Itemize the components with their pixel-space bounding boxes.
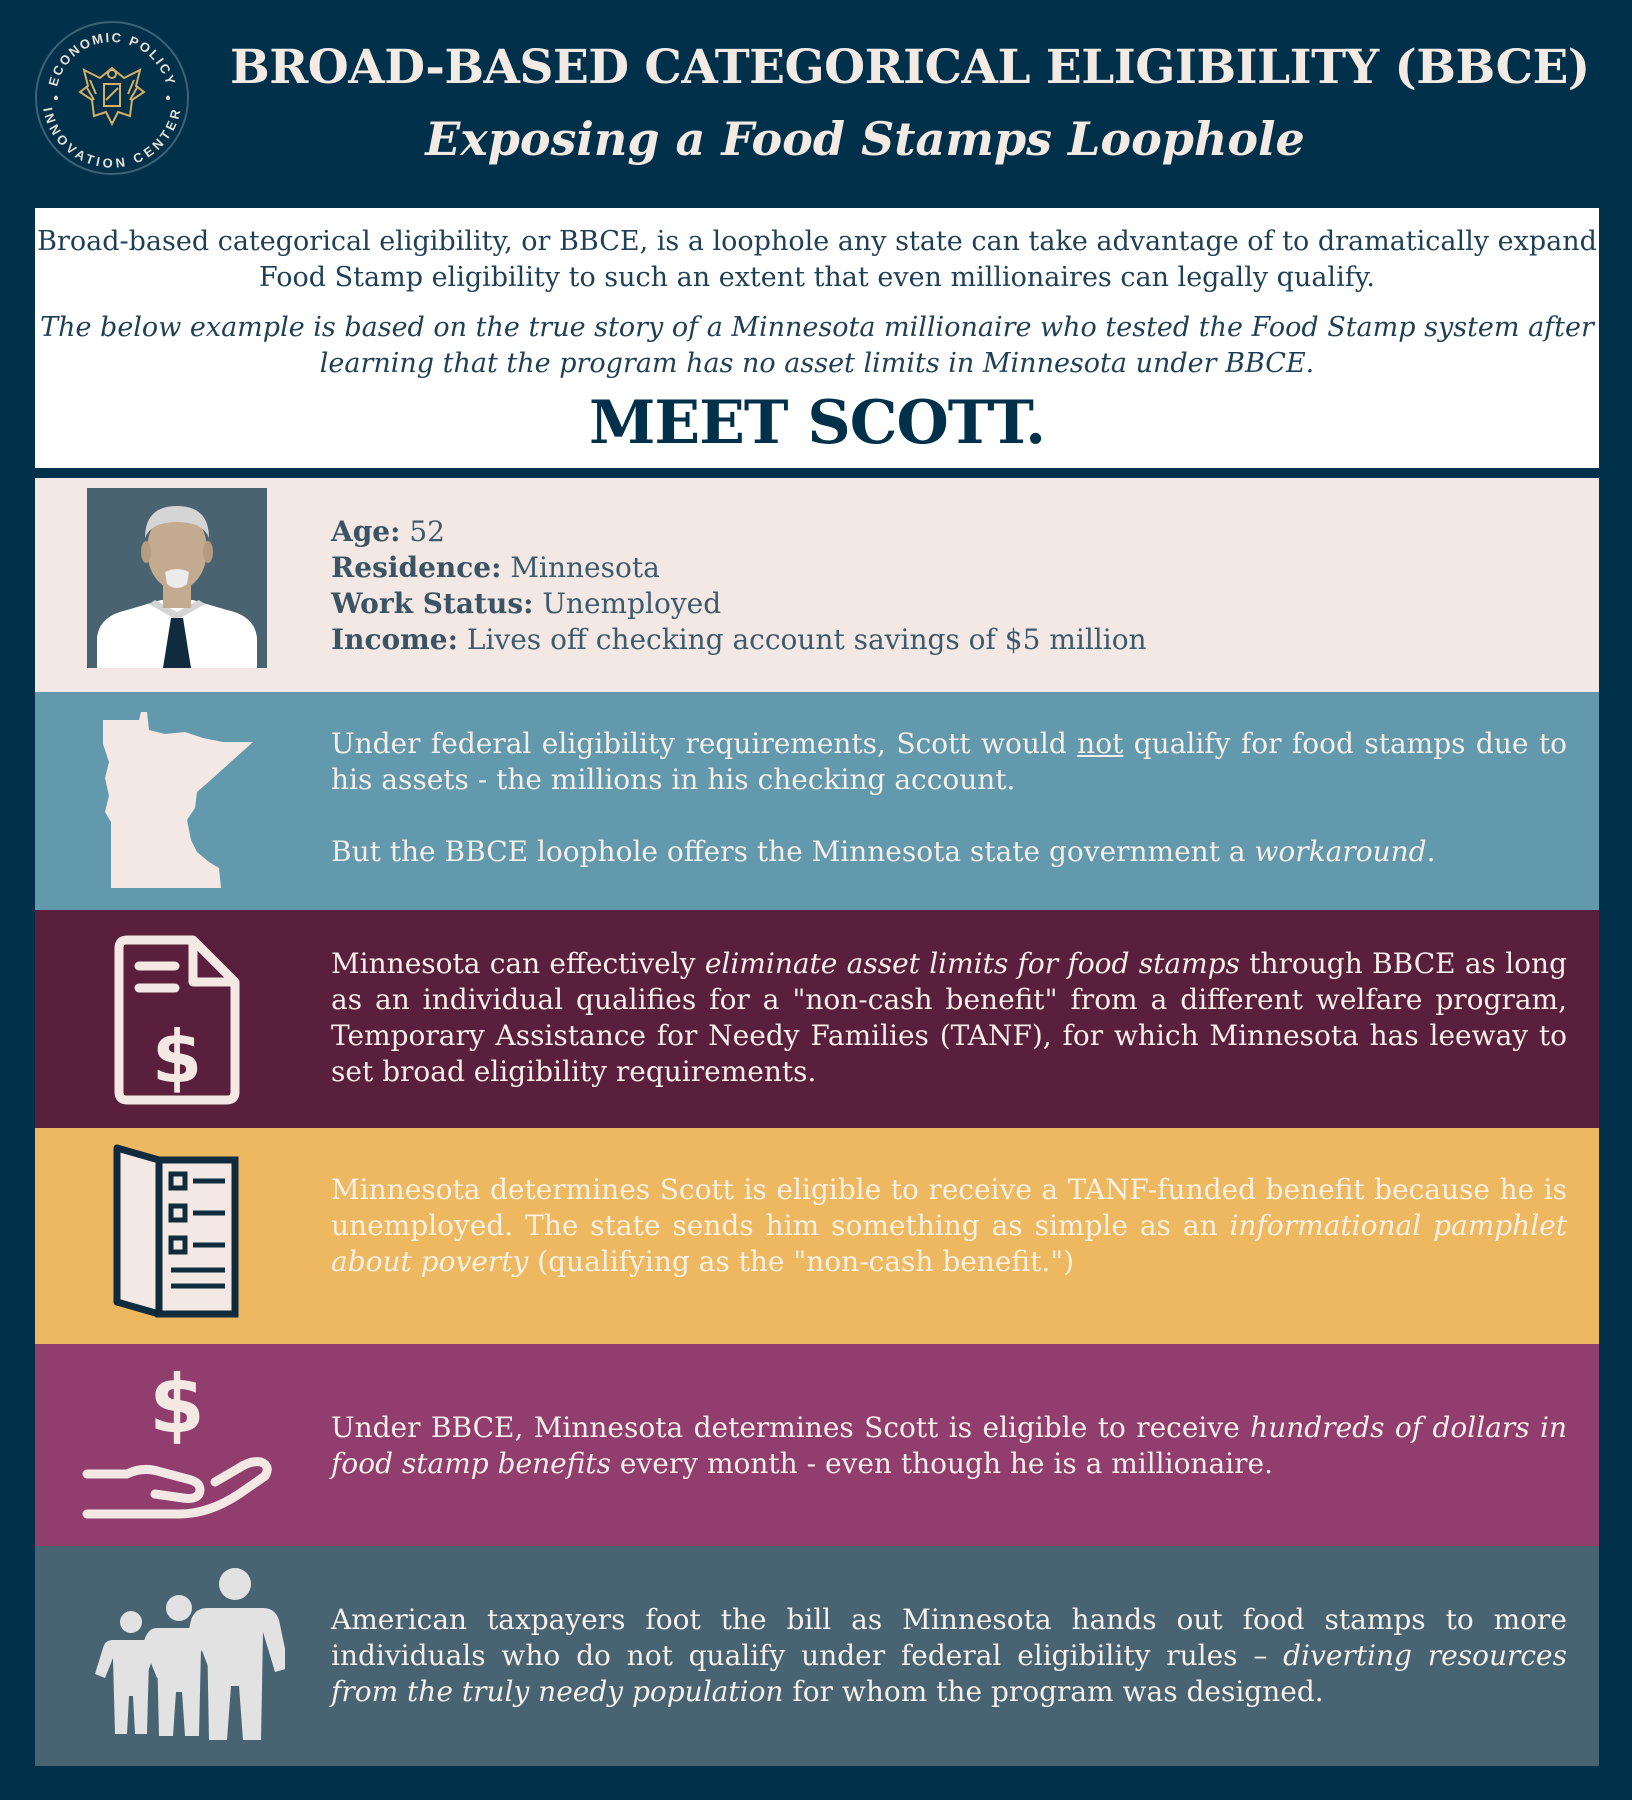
taxpayers-paragraph: American taxpayers foot the bill as Minnesota hands out food stamps to more individuals who do not qualify under federal eligibility rules – diverting resources from the truly needy population for whom the program was designed. xyxy=(331,1603,1567,1708)
workaround-italic: workaround xyxy=(1254,835,1427,868)
diverting-resources-italic: diverting resources from the truly needy population xyxy=(331,1639,1567,1708)
svg-text:INNOVATION CENTER xyxy=(40,106,184,171)
income-label: Income: xyxy=(331,623,458,656)
benefits-paragraph: Under BBCE, Minnesota determines Scott is eligible to receive hundreds of dollars in food stamp benefits every month - even though he is a millionaire. xyxy=(331,1411,1567,1480)
residence-label: Residence: xyxy=(331,551,502,584)
work-status-value: Unemployed xyxy=(533,587,722,620)
profile-panel xyxy=(35,478,1599,692)
profile-residence xyxy=(331,550,1567,586)
food-stamp-benefits-panel xyxy=(35,1344,1599,1546)
hand-dollar-icon xyxy=(79,1354,275,1530)
pamphlet-paragraph: Minnesota determines Scott is eligible to receive a TANF-funded benefit because he is unemployed. The state sends him something as simple as an informational pamphlet about poverty (qualifying as the "non-cash benefit.") xyxy=(331,1173,1567,1278)
asset-limits-text xyxy=(331,946,1567,1090)
pamphlet-text xyxy=(331,1172,1567,1280)
pamphlet-panel xyxy=(35,1128,1599,1344)
intro-example: The below example is based on the true story of a Minnesota millionaire who tested the Food Stamp system after learning that the program has no asset limits in Minnesota under BBCE. xyxy=(40,312,1594,379)
person-avatar-icon xyxy=(87,488,267,668)
not-underlined: not xyxy=(1077,727,1124,760)
meet-scott-headline: MEET SCOTT. xyxy=(588,388,1046,458)
federal-line-1: Under federal eligibility requirements, Scott would not qualify for food stamps due to his assets - the millions in his checking account. xyxy=(331,727,1567,796)
page-title: BROAD-BASED CATEGORICAL ELIGIBILITY (BBCE) xyxy=(230,40,1590,95)
residence-value: Minnesota xyxy=(501,551,660,584)
eagle-icon xyxy=(80,68,144,124)
hundreds-of-dollars-italic: hundreds of dollars in food stamp benefits xyxy=(331,1411,1567,1480)
asset-limits-paragraph: Minnesota can effectively eliminate asset limits for food stamps through BBCE as long as an individual qualifies for a "non-cash benefit" from a different welfare program, Temporary Assistance for Needy Families (TANF), for which Minnesota has leeway to set broad eligibility requirements. xyxy=(331,947,1567,1088)
logo-text-top: ECONOMIC POLICY xyxy=(45,29,179,88)
food-stamp-benefits-text xyxy=(331,1410,1567,1482)
family-icon xyxy=(85,1564,285,1744)
income-value: Lives off checking account savings of $5 million xyxy=(457,623,1147,656)
federal-eligibility-panel xyxy=(35,692,1599,910)
page-subtitle: Exposing a Food Stamps Loophole xyxy=(425,112,1305,166)
federal-eligibility-text xyxy=(331,726,1567,870)
minnesota-map-icon xyxy=(99,712,255,888)
taxpayers-text xyxy=(331,1602,1567,1710)
age-value: 52 xyxy=(400,515,445,548)
age-label: Age: xyxy=(331,515,401,548)
asset-limits-panel xyxy=(35,910,1599,1128)
intro-paragraph: Broad-based categorical eligibility, or BBCE, is a loophole any state can take advantage of to dramatically expand Food Stamp eligibility to such an extent that even millionaires can legally qualify. xyxy=(37,226,1597,293)
federal-line-2: But the BBCE loophole offers the Minnesota state government a workaround. xyxy=(331,835,1436,868)
economic-policy-innovation-center-logo xyxy=(34,20,190,176)
pamphlet-icon xyxy=(111,1142,241,1322)
taxpayers-panel xyxy=(35,1546,1599,1766)
profile-income xyxy=(331,622,1567,658)
svg-text:$: $ xyxy=(149,1358,205,1451)
work-status-label: Work Status: xyxy=(331,587,534,620)
svg-text:$: $ xyxy=(151,1015,203,1099)
informational-pamphlet-italic: informational pamphlet about poverty xyxy=(331,1209,1567,1278)
intro-box xyxy=(35,208,1599,468)
profile-age xyxy=(331,514,1567,550)
profile-details xyxy=(331,514,1567,658)
eliminate-asset-limits-italic: eliminate asset limits for food stamps xyxy=(704,947,1240,980)
dollar-document-icon xyxy=(111,934,241,1106)
profile-work-status xyxy=(331,586,1567,622)
logo-text-bottom: INNOVATION CENTER xyxy=(40,106,184,171)
